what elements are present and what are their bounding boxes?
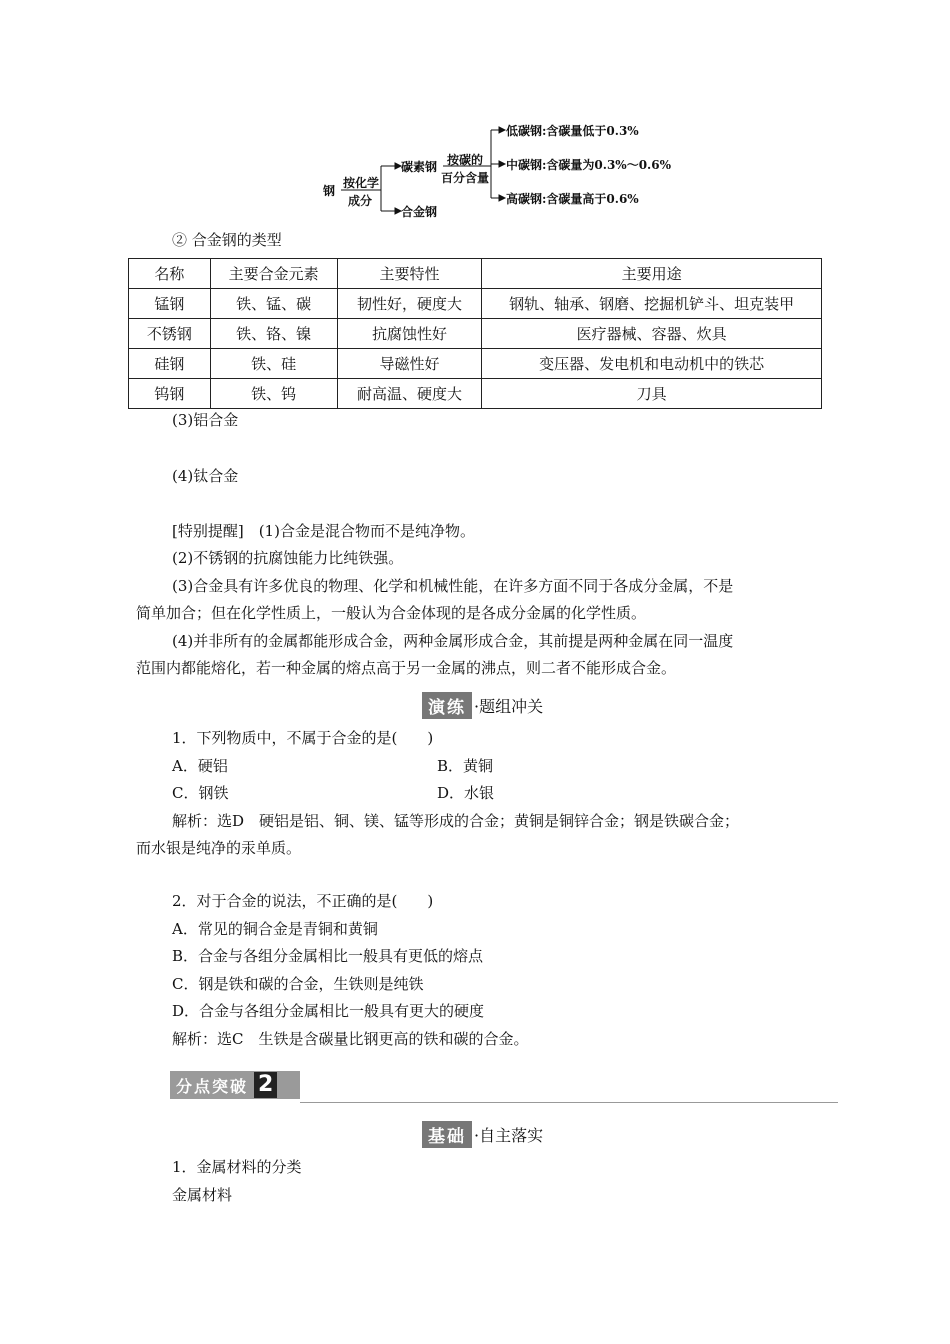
table-cell: 韧性好，硬度大 bbox=[337, 289, 482, 319]
q2-analysis: 解析：选C 生铁是含碳量比钢更高的铁和碳的合金。 bbox=[172, 1030, 529, 1048]
section-number: 2 bbox=[254, 1072, 277, 1098]
diagram-mid-carbon: 中碳钢:含碳量为0.3%～0.6% bbox=[506, 158, 671, 172]
table-cell: 变压器、发电机和电动机中的铁芯 bbox=[482, 349, 822, 379]
reminder-line-3a: (3)合金具有许多优良的物理、化学和机械性能，在许多方面不同于各成分金属，不是 bbox=[172, 577, 734, 595]
table-cell: 铁、锰、碳 bbox=[210, 289, 337, 319]
titanium-alloy-heading: (4)钛合金 bbox=[172, 467, 239, 485]
metal-materials-heading: 1．金属材料的分类 bbox=[172, 1158, 302, 1176]
table-cell: 锰钢 bbox=[129, 289, 211, 319]
table-cell: 耐高温、硬度大 bbox=[337, 379, 482, 409]
reminder-line-4a: (4)并非所有的金属都能形成合金，两种金属形成合金，其前提是两种金属在同一温度 bbox=[172, 632, 734, 650]
table-row bbox=[129, 379, 822, 409]
reminder-line-2: (2)不锈钢的抗腐蚀能力比纯铁强。 bbox=[172, 549, 404, 567]
q1-analysis-a: 解析：选D 硬铝是铝、铜、镁、锰等形成的合金；黄铜是铜锌合金；钢是铁碳合金； bbox=[172, 812, 740, 830]
table-cell: 铁、硅 bbox=[210, 349, 337, 379]
table-cell: 导磁性好 bbox=[337, 349, 482, 379]
aluminum-alloy-heading: (3)铝合金 bbox=[172, 411, 239, 429]
diagram-sub-label-bottom: 百分含量 bbox=[441, 171, 490, 185]
alloy-steel-table bbox=[128, 258, 822, 409]
table-cell: 钢轨、轴承、钢磨、挖掘机铲斗、坦克装甲 bbox=[482, 289, 822, 319]
basic-banner bbox=[422, 1121, 543, 1148]
diagram-alloy-steel: 合金钢 bbox=[401, 205, 438, 219]
table-cell: 抗腐蚀性好 bbox=[337, 319, 482, 349]
q1-option-d: D．水银 bbox=[437, 784, 495, 802]
table-cell: 铁、铬、镍 bbox=[210, 319, 337, 349]
diagram-root: 钢 bbox=[323, 184, 336, 198]
q1-option-b: B．黄铜 bbox=[437, 757, 494, 775]
table-header: 主要用途 bbox=[482, 259, 822, 289]
table-cell: 刀具 bbox=[482, 379, 822, 409]
diagram-high-carbon: 高碳钢:含碳量高于0.6% bbox=[506, 192, 639, 206]
section-banner bbox=[170, 1071, 300, 1099]
section-title: 分点突破 bbox=[176, 1076, 249, 1096]
section-divider bbox=[300, 1102, 838, 1103]
practice-banner bbox=[422, 692, 543, 719]
table-row bbox=[129, 289, 822, 319]
q2-option-b: B．合金与各组分金属相比一般具有更低的熔点 bbox=[172, 947, 484, 965]
metal-materials-label: 金属材料 bbox=[172, 1186, 233, 1204]
table-cell: 硅钢 bbox=[129, 349, 211, 379]
q2-stem: 2．对于合金的说法，不正确的是( ) bbox=[172, 892, 434, 910]
table-cell: 医疗器械、容器、炊具 bbox=[482, 319, 822, 349]
q1-option-c: C．钢铁 bbox=[172, 784, 229, 802]
q2-option-a: A．常见的铜合金是青铜和黄铜 bbox=[172, 920, 378, 938]
diagram-branch-label-bottom: 成分 bbox=[348, 194, 373, 208]
diagram-branch-label-top: 按化学 bbox=[343, 176, 380, 190]
reminder-line-4b: 范围内都能熔化，若一种金属的熔点高于另一金属的沸点，则二者不能形成合金。 bbox=[136, 659, 677, 677]
diagram-low-carbon: 低碳钢:含碳量低于0.3% bbox=[506, 124, 639, 138]
alloy-type-heading: ② 合金钢的类型 bbox=[172, 231, 282, 249]
q1-option-a: A．硬铝 bbox=[172, 757, 228, 775]
diagram-carbon-steel: 碳素钢 bbox=[401, 160, 438, 174]
table-cell: 不锈钢 bbox=[129, 319, 211, 349]
reminder-line-1: [特别提醒] (1)合金是混合物而不是纯净物。 bbox=[172, 522, 475, 540]
table-cell: 钨钢 bbox=[129, 379, 211, 409]
table-row bbox=[129, 319, 822, 349]
diagram-sub-label-top: 按碳的 bbox=[447, 153, 484, 167]
table-cell: 铁、钨 bbox=[210, 379, 337, 409]
practice-banner-text: ·题组冲关 bbox=[474, 697, 544, 716]
steel-classification-diagram bbox=[315, 118, 675, 223]
table-header: 名称 bbox=[129, 259, 211, 289]
q2-option-d: D．合金与各组分金属相比一般具有更大的硬度 bbox=[172, 1002, 485, 1020]
q1-stem: 1．下列物质中，不属于合金的是( ) bbox=[172, 729, 434, 747]
q2-option-c: C．钢是铁和碳的合金，生铁则是纯铁 bbox=[172, 975, 424, 993]
basic-banner-text: ·自主落实 bbox=[474, 1126, 544, 1145]
reminder-line-3b: 简单加合；但在化学性质上，一般认为合金体现的是各成分金属的化学性质。 bbox=[136, 604, 647, 622]
basic-banner-box: 基础 bbox=[422, 1121, 472, 1148]
practice-banner-box: 演练 bbox=[422, 692, 472, 719]
table-row bbox=[129, 349, 822, 379]
table-header: 主要合金元素 bbox=[210, 259, 337, 289]
q1-analysis-b: 而水银是纯净的汞单质。 bbox=[136, 839, 302, 857]
table-header: 主要特性 bbox=[337, 259, 482, 289]
table-header-row bbox=[129, 259, 822, 289]
